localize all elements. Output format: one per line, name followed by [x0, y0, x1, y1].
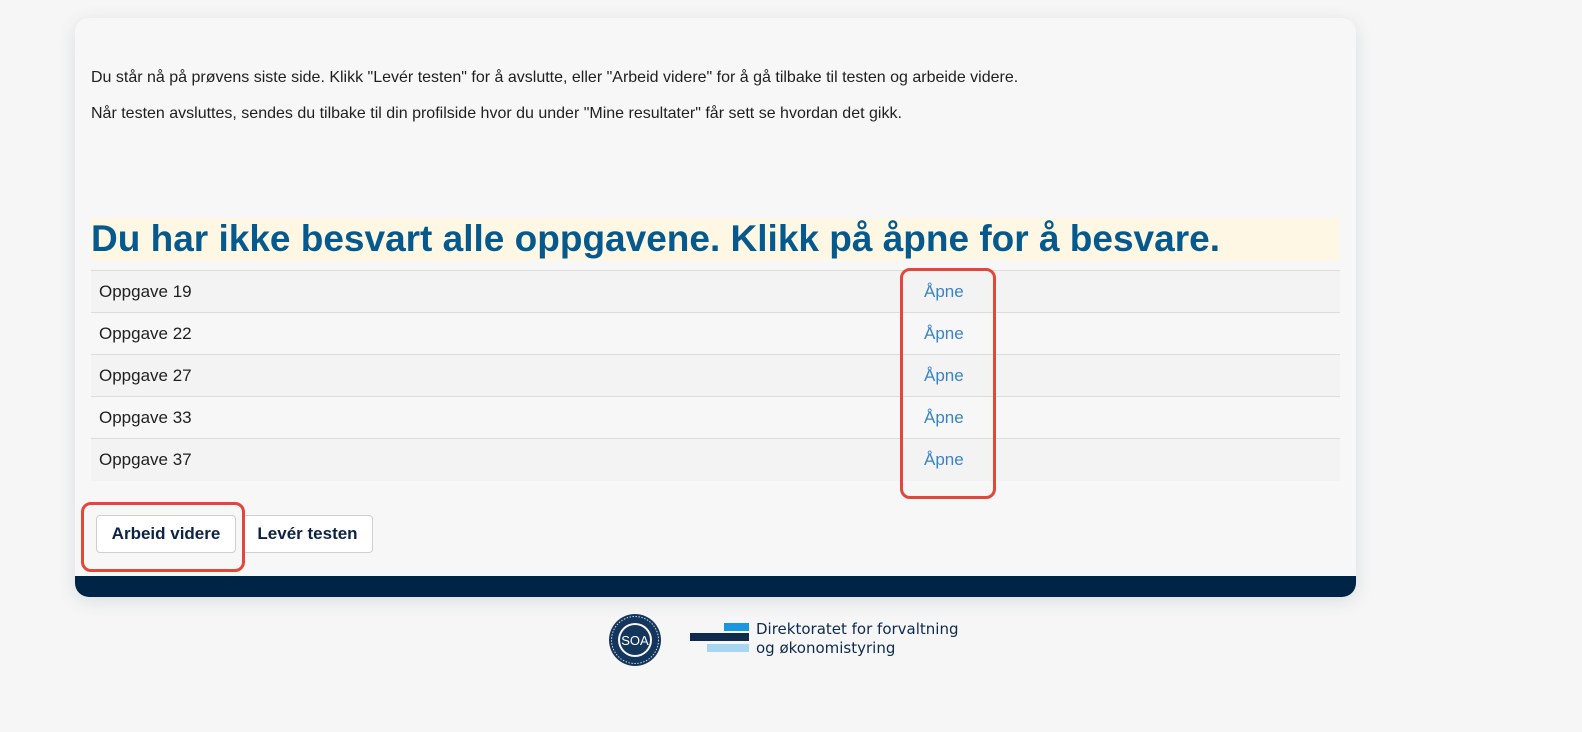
unanswered-warning-heading: Du har ikke besvart alle oppgavene. Klikk på åpne for å besvare.: [91, 218, 1339, 260]
table-row: [91, 439, 1340, 481]
dfo-name-line-1: Direktoratet for forvaltning: [756, 620, 959, 638]
deliver-test-button[interactable]: Levér testen: [242, 515, 373, 553]
intro-paragraph-results: Når testen avsluttes, sendes du tilbake til din profilside hvor du under "Mine resultater" får sett se hvordan det gikk.: [91, 105, 902, 122]
dfo-name-line-2: og økonomistyring: [756, 639, 896, 657]
soa-seal-logo: [608, 612, 662, 668]
task-name: Oppgave 37: [99, 449, 192, 469]
open-task-link[interactable]: Åpne: [924, 365, 964, 385]
open-task-link[interactable]: Åpne: [924, 323, 964, 343]
unanswered-tasks-table: [91, 270, 1340, 481]
test-summary-card: [75, 18, 1356, 597]
table-row: [91, 313, 1340, 355]
continue-working-button[interactable]: Arbeid videre: [96, 515, 236, 553]
task-name: Oppgave 22: [99, 323, 192, 343]
table-row: [91, 355, 1340, 397]
card-footer-bar: [75, 576, 1356, 597]
task-name: Oppgave 27: [99, 365, 192, 385]
task-name: Oppgave 33: [99, 407, 192, 427]
open-task-link[interactable]: Åpne: [924, 281, 964, 301]
table-row: [91, 271, 1340, 313]
dfo-wordmark: [756, 620, 959, 658]
dfo-mark-logo: [690, 623, 750, 653]
seal-text: SOA: [621, 633, 649, 648]
intro-paragraph-finish: Du står nå på prøvens siste side. Klikk "Levér testen" for å avslutte, eller "Arbeid videre" for å gå tilbake til testen og arbeide videre.: [91, 69, 1019, 86]
table-row: [91, 397, 1340, 439]
open-task-link[interactable]: Åpne: [924, 407, 964, 427]
task-name: Oppgave 19: [99, 281, 192, 301]
intro-text: [91, 68, 1331, 140]
open-task-link[interactable]: Åpne: [924, 449, 964, 469]
